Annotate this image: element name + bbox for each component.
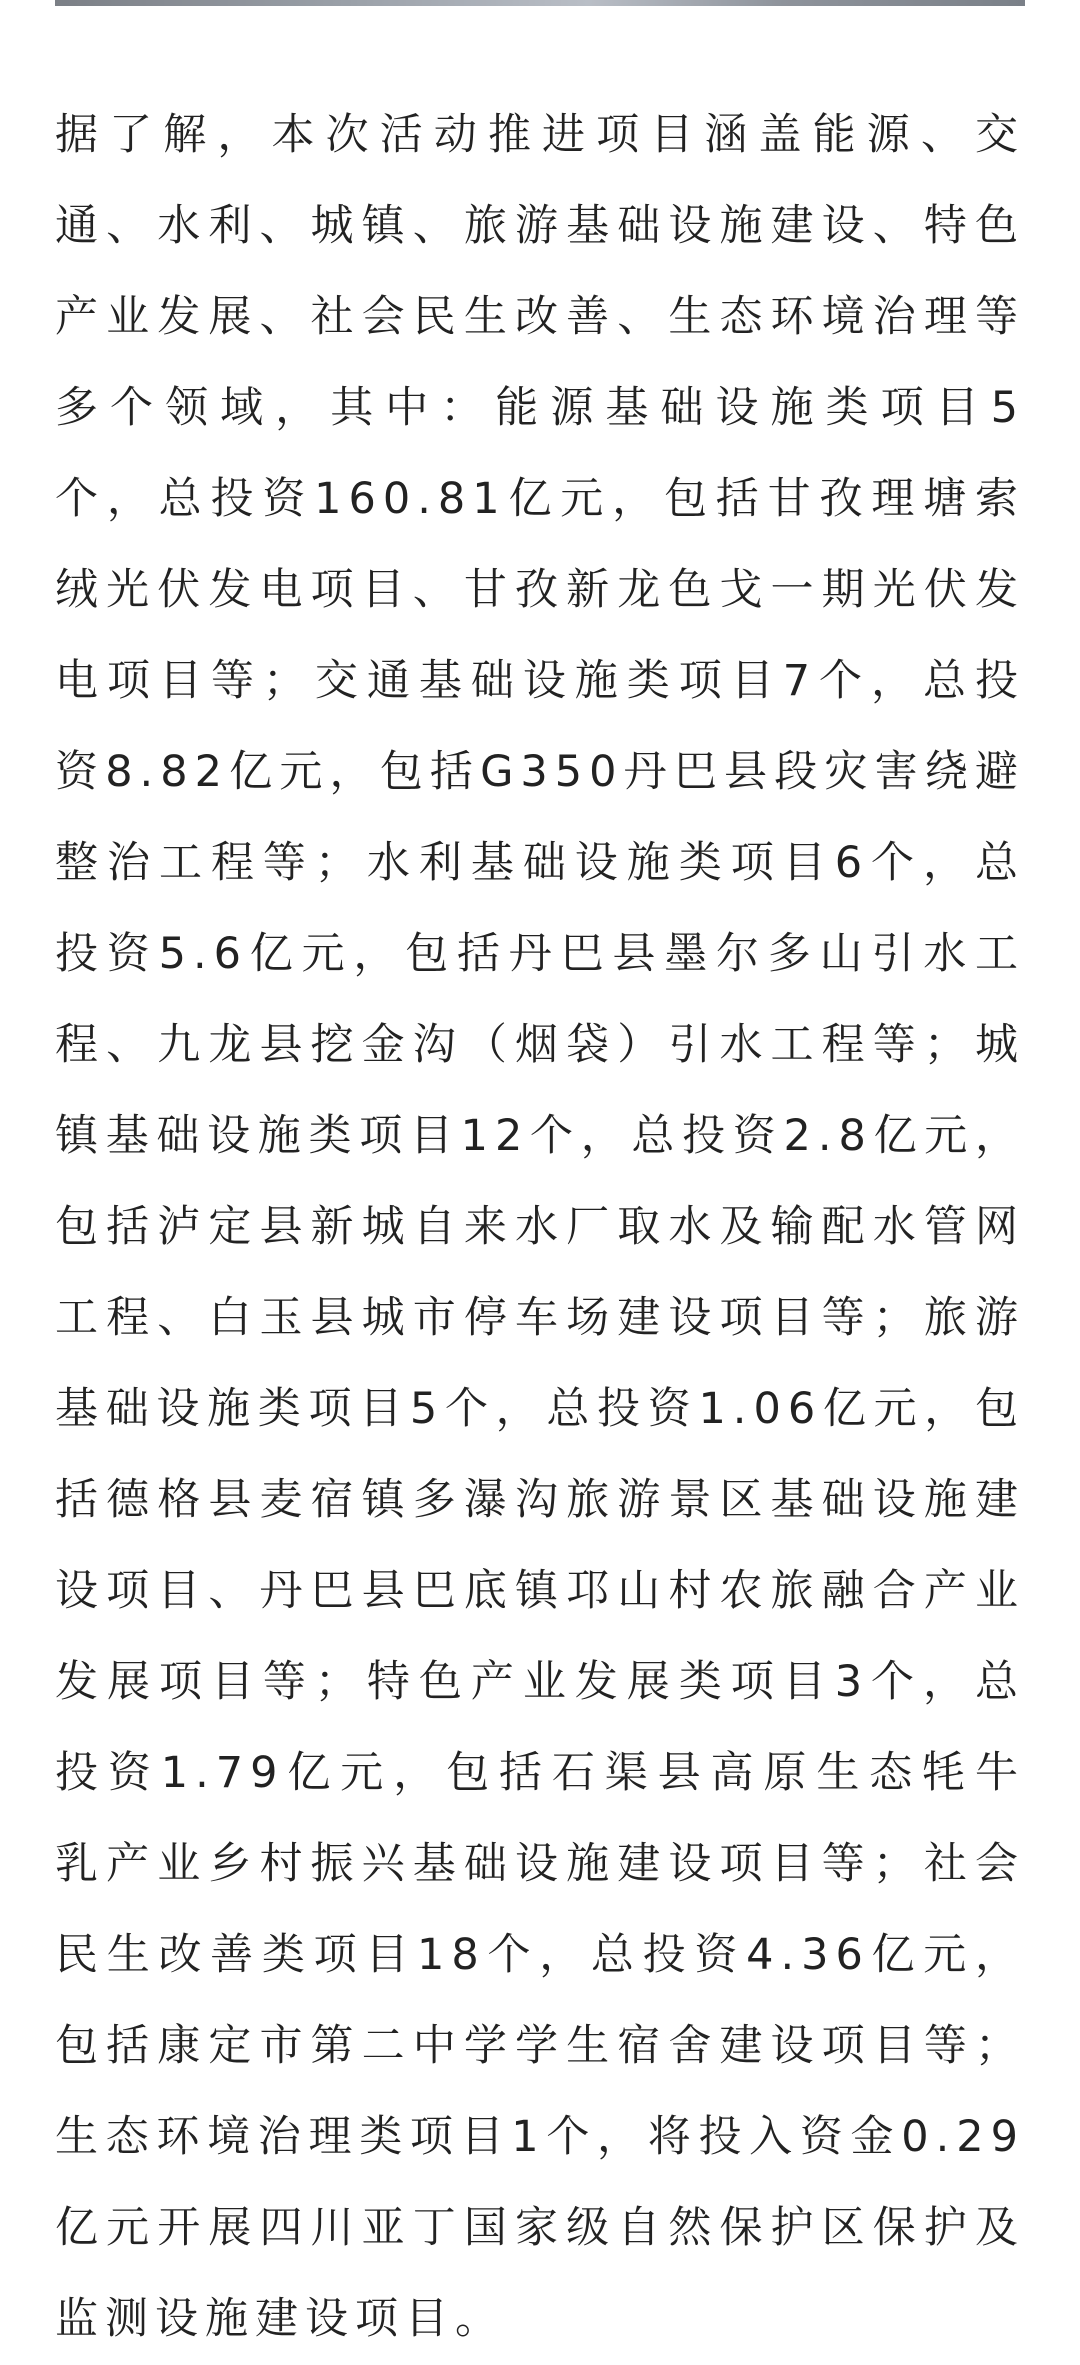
article-image-bottom-edge: [55, 0, 1025, 6]
article-paragraph: 据了解，本次活动推进项目涵盖能源、交通、水利、城镇、旅游基础设施建设、特色产业发展、社会民生改善、生态环境治理等多个领域，其中：能源基础设施类项目5个，总投资160.81亿元，包括甘孜理塘索绒光伏发电项目、甘孜新龙色戈一期光伏发电项目等；交通基础设施类项目7个，总投资8.82亿元，包括G350丹巴县段灾害绕避整治工程等；水利基础设施类项目6个，总投资5.6亿元，包括丹巴县墨尔多山引水工程、九龙县挖金沟（烟袋）引水工程等；城镇基础设施类项目12个，总投资2.8亿元，包括泸定县新城自来水厂取水及输配水管网工程、白玉县城市停车场建设项目等；旅游基础设施类项目5个，总投资1.06亿元，包括德格县麦宿镇多瀑沟旅游景区基础设施建设项目、丹巴县巴底镇邛山村农旅融合产业发展项目等；特色产业发展类项目3个，总投资1.79亿元，包括石渠县高原生态牦牛乳产业乡村振兴基础设施建设项目等；社会民生改善类项目18个，总投资4.36亿元，包括康定市第二中学学生宿舍建设项目等；生态环境治理类项目1个，将投入资金0.29亿元开展四川亚丁国家级自然保护区保护及监测设施建设项目。: [55, 110, 1025, 2344]
